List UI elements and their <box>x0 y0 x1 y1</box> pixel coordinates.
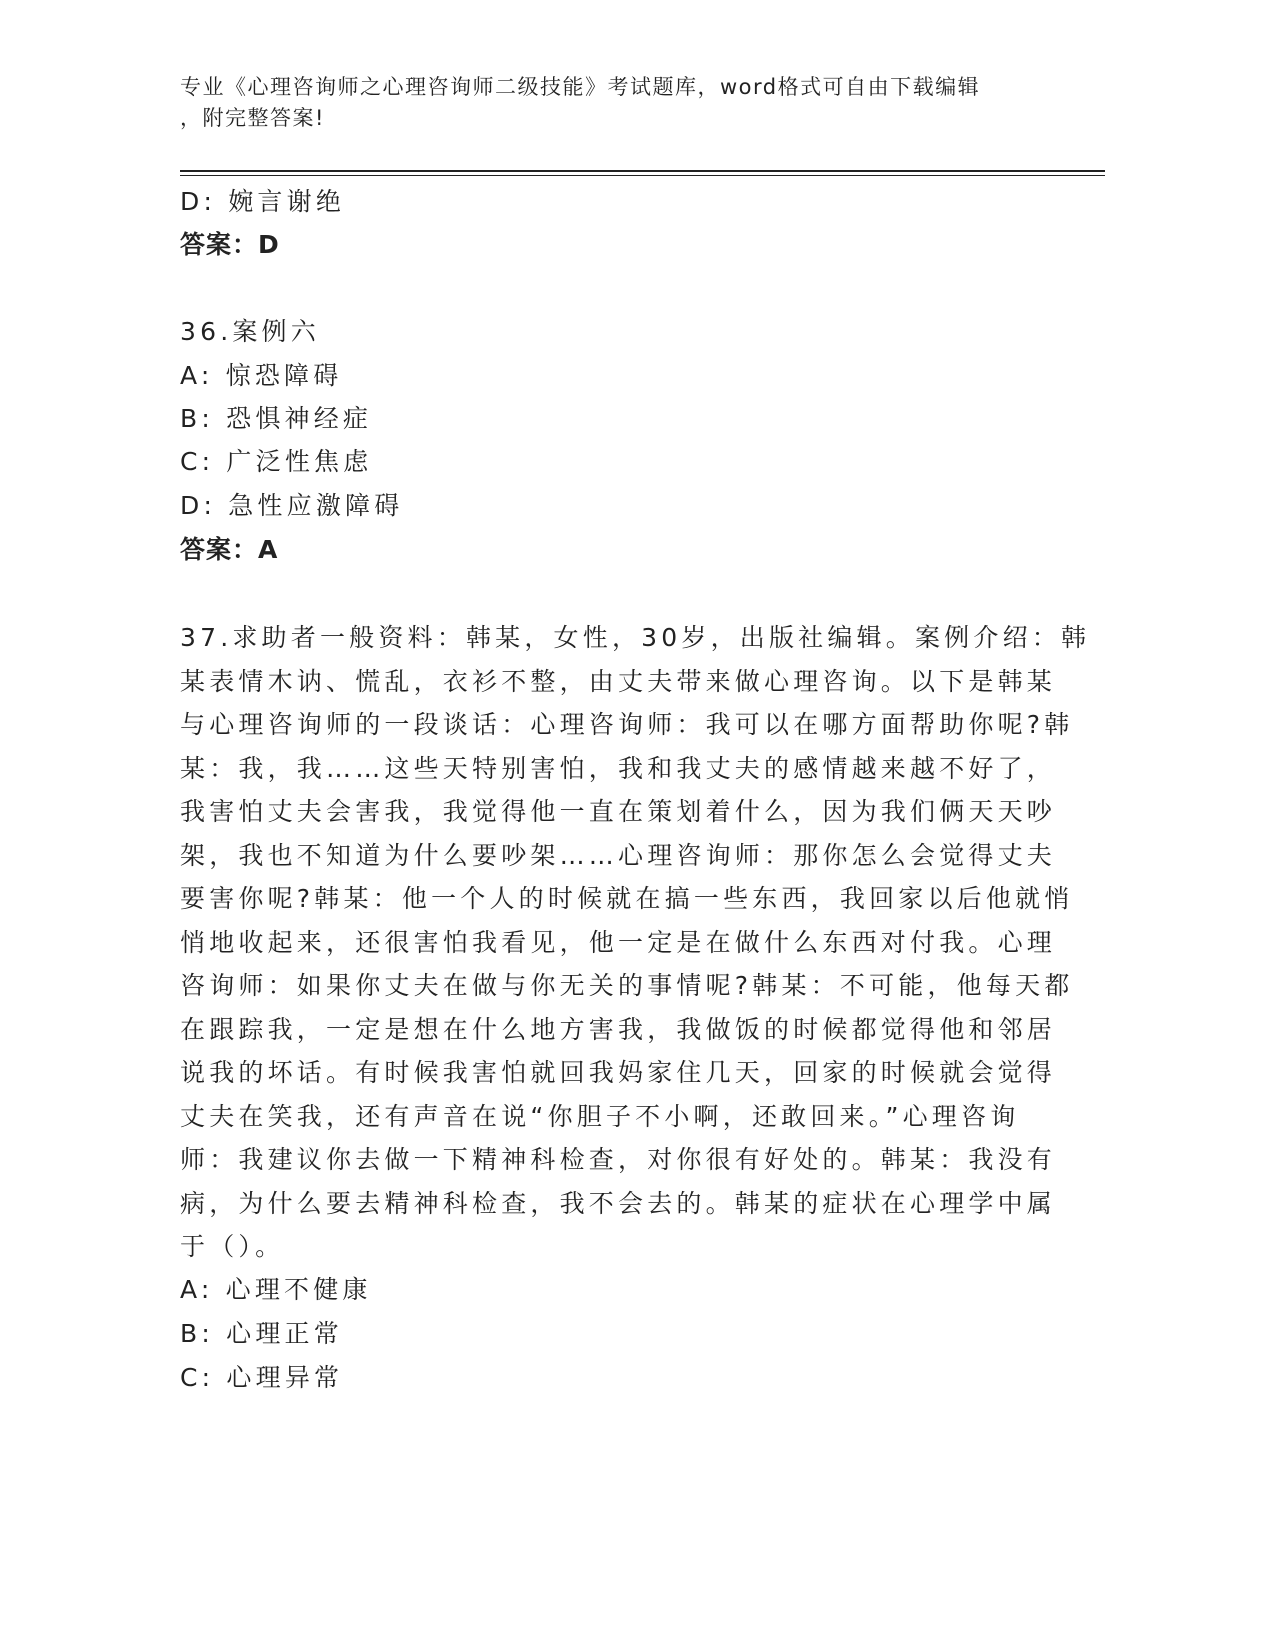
header-line-1: 专业《心理咨询师之心理咨询师二级技能》考试题库，word格式可自由下载编辑 <box>180 75 981 99</box>
q36-title: 36.案例六 <box>180 317 320 346</box>
q36-option-d: D: 急性应激障碍 <box>180 491 404 520</box>
q37-text-line: 丈夫在笑我，还有声音在说“你胆子不小啊，还敢回来。”心理咨询 <box>180 1101 1020 1131</box>
q37-text-line: 要害你呢?韩某：他一个人的时候就在搞一些东西，我回家以后他就悄 <box>180 884 1074 913</box>
q36-option-b: B: 恐惧神经症 <box>180 404 373 433</box>
q37-text-line: 某：我，我……这些天特别害怕，我和我丈夫的感情越来越不好了， <box>180 753 1057 783</box>
q37-option-a: A: 心理不健康 <box>180 1275 372 1304</box>
header-divider-top <box>180 170 1105 172</box>
q37-text-line: 说我的坏话。有时候我害怕就回我妈家住几天，回家的时候就会觉得 <box>180 1058 1057 1087</box>
q37-text-line: 37.求助者一般资料：韩某，女性，30岁，出版社编辑。案例介绍：韩 <box>180 623 1091 652</box>
q35-option-d: D: 婉言谢绝 <box>180 187 346 216</box>
q35-answer: 答案：D <box>180 230 280 259</box>
q37-text-line: 在跟踪我，一定是想在什么地方害我，我做饭的时候都觉得他和邻居 <box>180 1014 1057 1044</box>
q37-text-line: 师：我建议你去做一下精神科检查，对你很有好处的。韩某：我没有 <box>180 1145 1057 1174</box>
q36-option-a: A: 惊恐障碍 <box>180 361 343 390</box>
header-divider-bottom <box>180 175 1105 176</box>
q36-option-c: C: 广泛性焦虑 <box>180 447 373 476</box>
header-line-2: ，附完整答案! <box>180 106 325 130</box>
q37-text-line: 与心理咨询师的一段谈话：心理咨询师：我可以在哪方面帮助你呢?韩 <box>180 710 1074 739</box>
q37-text-line: 悄地收起来，还很害怕我看见，他一定是在做什么东西对付我。心理 <box>180 927 1057 957</box>
q37-text-line: 病，为什么要去精神科检查，我不会去的。韩某的症状在心理学中属 <box>180 1188 1057 1218</box>
q37-option-b: B: 心理正常 <box>180 1319 343 1348</box>
q37-option-c: C: 心理异常 <box>180 1363 344 1392</box>
q37-text-line: 我害怕丈夫会害我，我觉得他一直在策划着什么，因为我们俩天天吵 <box>180 797 1057 826</box>
q37-text-line: 某表情木讷、慌乱，衣衫不整，由丈夫带来做心理咨询。以下是韩某 <box>180 666 1057 696</box>
q37-text-line: 咨询师：如果你丈夫在做与你无关的事情呢?韩某：不可能，他每天都 <box>180 971 1074 1000</box>
q36-answer: 答案：A <box>180 535 279 564</box>
q37-text-line: 于（）。 <box>180 1232 285 1261</box>
q37-text-line: 架，我也不知道为什么要吵架……心理咨询师：那你怎么会觉得丈夫 <box>180 840 1057 870</box>
